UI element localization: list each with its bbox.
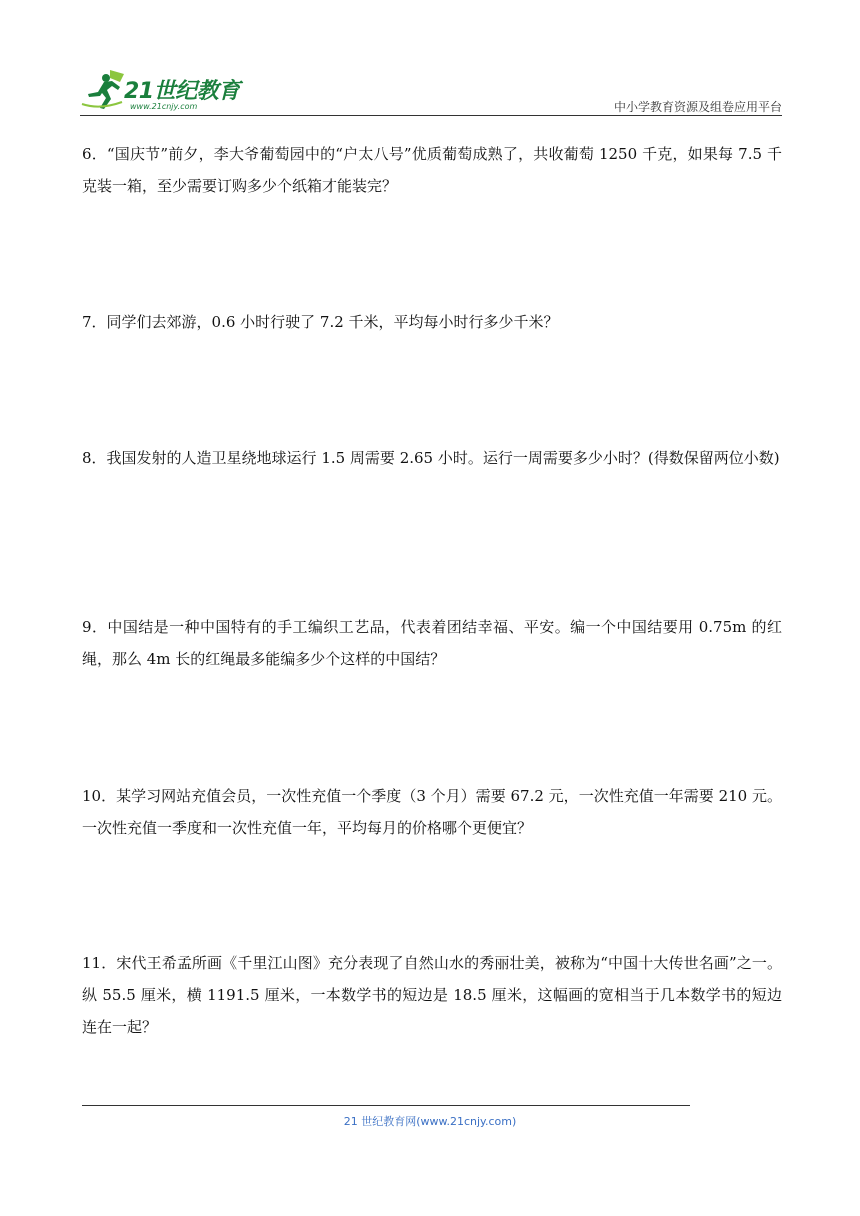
- question-8: 8．我国发射的人造卫星绕地球运行 1.5 周需要 2.65 小时。运行一周需要多少小时？(得数保留两位小数): [82, 449, 780, 467]
- question-11: 11．宋代王希孟所画《千里江山图》充分表现了自然山水的秀丽壮美，被称为“中国十大传世名画”之一。纵 55.5 厘米，横 1191.5 厘米，一本数学书的短边是 18.5 厘米，这幅画的宽相当于几本数学书的短边连在一起？: [82, 954, 782, 1036]
- header-divider: [80, 115, 782, 116]
- logo: [80, 66, 260, 114]
- platform-tagline: 中小学教育资源及组卷应用平台: [613, 100, 782, 114]
- question-9: 9．中国结是一种中国特有的手工编织工艺品，代表着团结幸福、平安。编一个中国结要用 0.75m 的红绳，那么 4m 长的红绳最多能编多少个这样的中国结？: [82, 618, 782, 668]
- logo-url: www.21cnjy.com: [130, 102, 198, 111]
- runner-logo-icon: [80, 66, 128, 112]
- page-header: [80, 62, 782, 114]
- footer-link[interactable]: 21 世纪教育网(www.21cnjy.com): [343, 1115, 517, 1128]
- question-6: 6．“国庆节”前夕，李大爷葡萄园中的“户太八号”优质葡萄成熟了，共收葡萄 1250 千克，如果每 7.5 千克装一箱，至少需要订购多少个纸箱才能装完？: [82, 145, 782, 195]
- footer-divider: [82, 1105, 690, 1106]
- question-10: 10．某学习网站充值会员，一次性充值一个季度（3 个月）需要 67.2 元，一次性充值一年需要 210 元。一次性充值一季度和一次性充值一年，平均每月的价格哪个更便宜？: [82, 787, 782, 837]
- question-7: 7．同学们去郊游，0.6 小时行驶了 7.2 千米，平均每小时行多少千米？: [82, 313, 559, 331]
- logo-text: 21世纪教育: [124, 79, 240, 104]
